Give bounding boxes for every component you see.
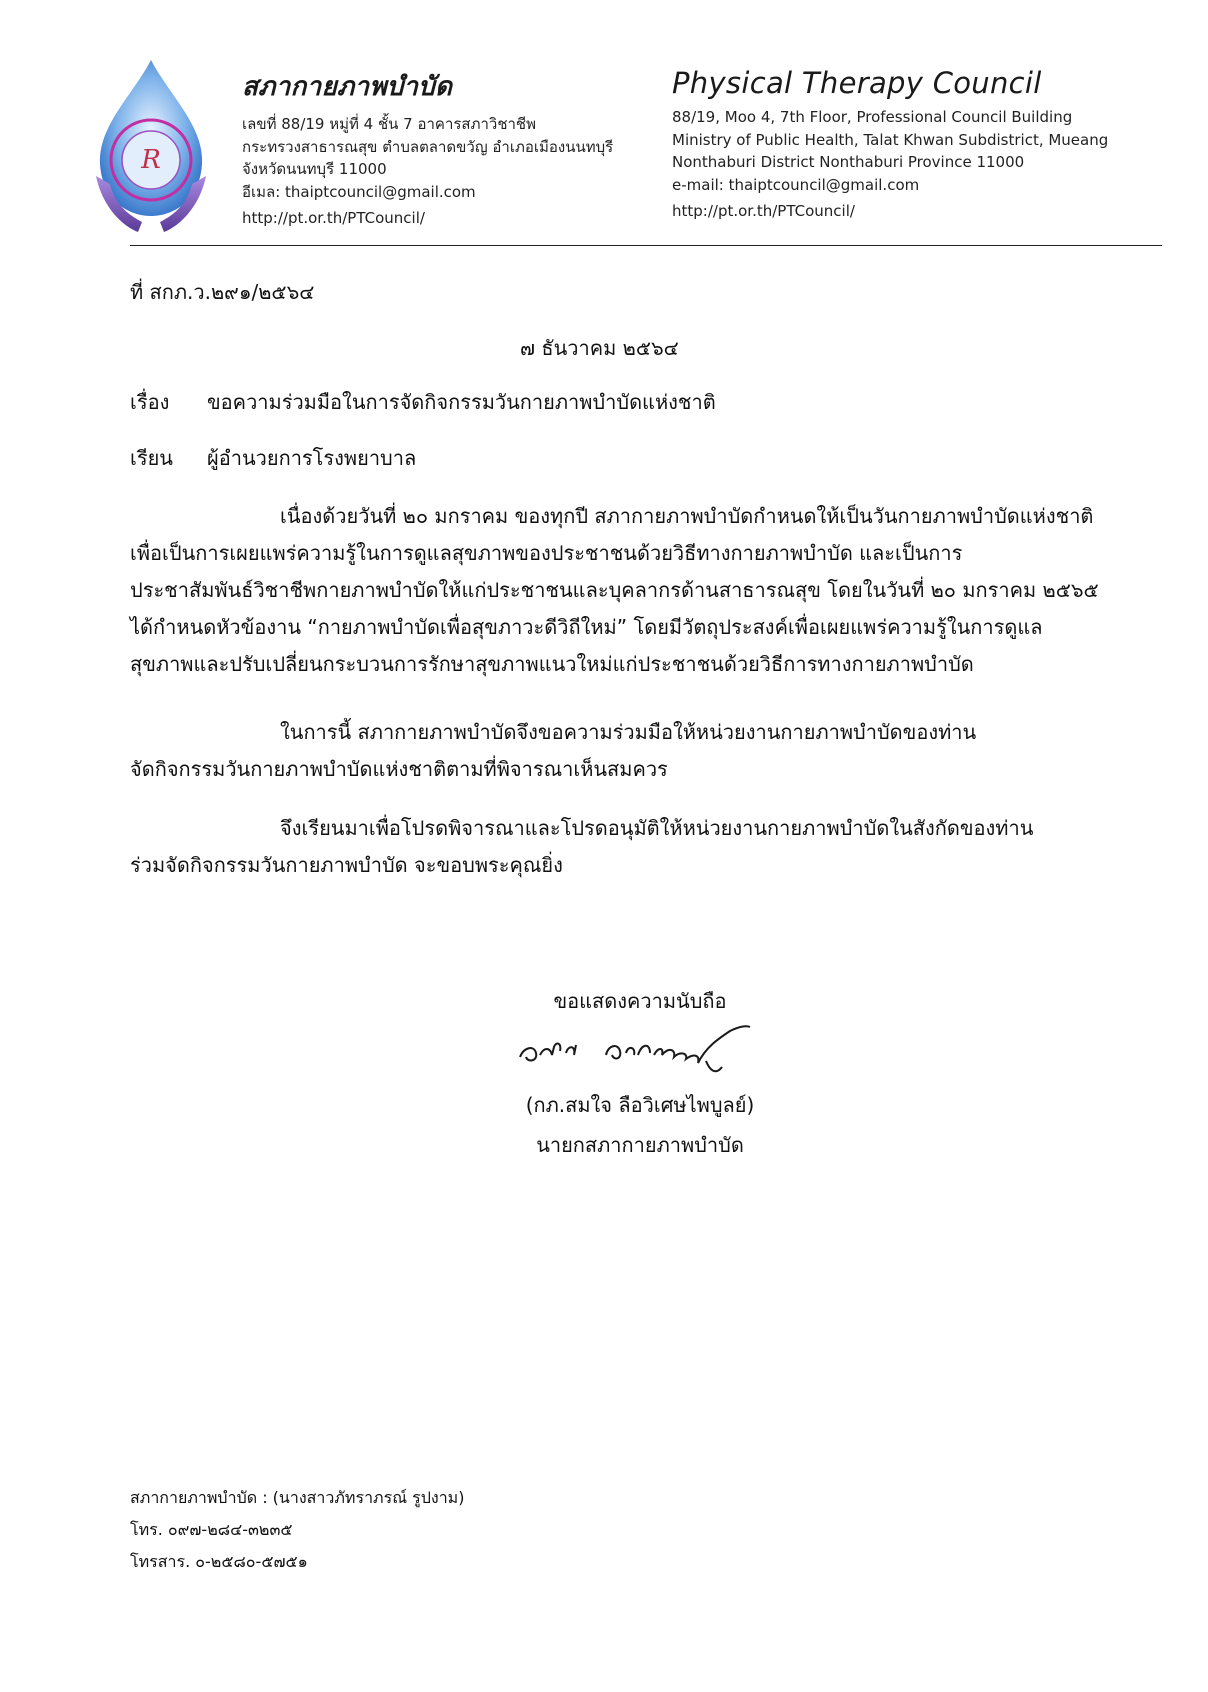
paragraph-line: สุขภาพและปรับเปลี่ยนกระบวนการรักษาสุขภาพแนวใหม่แก่ประชาชนด้วยวิธีการทางกายภาพบำบัด [130, 652, 974, 676]
salutation-label: เรียน [130, 446, 173, 470]
email-english[interactable]: e-mail: thaiptcouncil@gmail.com [672, 175, 920, 194]
subject-text: ขอความร่วมมือในการจัดกิจกรรมวันกายภาพบำบัดแห่งชาติ [207, 390, 716, 414]
org-name-english: Physical Therapy Council [672, 66, 1042, 100]
paragraph-line: จัดกิจกรรมวันกายภาพบำบัดแห่งชาติตามที่พิจารณาเห็นสมควร [130, 757, 668, 781]
address-line-3-thai: จังหวัดนนทบุรี 11000 [242, 160, 387, 178]
address-line-3-english: Nonthaburi District Nonthaburi Province 11000 [672, 153, 1025, 171]
header-divider [130, 245, 1162, 246]
closing-text: ขอแสดงความนับถือ [553, 989, 727, 1013]
paragraph-line: เพื่อเป็นการเผยแพร่ความรู้ในการดูแลสุขภาพของประชาชนด้วยวิธีทางกายภาพบำบัด และเป็นการ [130, 541, 963, 565]
address-line-1-english: 88/19, Moo 4, 7th Floor, Professional Council Building [672, 108, 1073, 126]
svg-text:R: R [141, 145, 161, 175]
website-link-english[interactable]: http://pt.or.th/PTCouncil/ [672, 202, 855, 220]
paragraph-line: ร่วมจัดกิจกรรมวันกายภาพบำบัด จะขอบพระคุณยิ่ง [130, 853, 563, 877]
paragraph-line: ได้กำหนดหัวข้องาน “กายภาพบำบัดเพื่อสุขภาวะดีวิถีใหม่” โดยมีวัตถุประสงค์เพื่อเผยแพร่ความรู้ในการดูแล [130, 615, 1043, 639]
signer-title: นายกสภากายภาพบำบัด [536, 1133, 744, 1157]
header-thai [242, 66, 613, 230]
recipient-text: ผู้อำนวยการโรงพยาบาล [207, 446, 417, 470]
website-link-thai[interactable]: http://pt.or.th/PTCouncil/ [242, 209, 425, 227]
address-line-1-thai: เลขที่ 88/19 หมู่ที่ 4 ชั้น 7 อาคารสภาวิชาชีพ [242, 115, 536, 133]
subject-label: เรื่อง [130, 390, 170, 414]
org-name-thai: สภากายภาพบำบัด [242, 72, 453, 102]
paragraph-line: ในการนี้ สภากายภาพบำบัดจึงขอความร่วมมือให้หน่วยงานกายภาพบำบัดของท่าน [280, 720, 977, 744]
email-thai[interactable]: อีเมล: thaiptcouncil@gmail.com [242, 182, 476, 201]
water-drop-hands-icon [92, 56, 210, 236]
signer-name: (กภ.สมใจ ลือวิเศษไพบูลย์) [525, 1093, 755, 1117]
paragraph-line: ประชาสัมพันธ์วิชาชีพกายภาพบำบัดให้แก่ประชาชนและบุคลากรด้านสาธารณสุข โดยในวันที่ ๒๐ มกราคม ๒๕๖๕ [130, 578, 1099, 602]
fax-number: โทรสาร. ๐-๒๕๘๐-๕๗๕๑ [130, 1552, 308, 1571]
header-english [672, 66, 1108, 223]
address-line-2-thai: กระทรวงสาธารณสุข ตำบลตลาดขวัญ อำเภอเมืองนนทบุรี [242, 137, 614, 156]
signature-icon [510, 1017, 770, 1079]
contact-footer [130, 1482, 464, 1578]
reference-number: ที่ สกภ.ว.๒๙๑/๒๕๖๔ [130, 280, 315, 304]
address-line-2-english: Ministry of Public Health, Talat Khwan Subdistrict, Mueang [672, 130, 1109, 149]
contact-person: สภากายภาพบำบัด : (นางสาวภัทราภรณ์ รูปงาม) [130, 1488, 465, 1507]
signature-block [440, 985, 840, 1161]
letter-date: ๗ ธันวาคม ๒๕๖๔ [520, 336, 679, 360]
phone-number: โทร. ๐๙๗-๒๘๔-๓๒๓๕ [130, 1520, 293, 1539]
paragraph-line: เนื่องด้วยวันที่ ๒๐ มกราคม ของทุกปี สภากายภาพบำบัดกำหนดให้เป็นวันกายภาพบำบัดแห่งชาติ [280, 504, 1094, 528]
council-logo [92, 56, 210, 236]
handwritten-signature [440, 1017, 840, 1079]
paragraph-line: จึงเรียนมาเพื่อโปรดพิจารณาและโปรดอนุมัติให้หน่วยงานกายภาพบำบัดในสังกัดของท่าน [280, 816, 1034, 840]
